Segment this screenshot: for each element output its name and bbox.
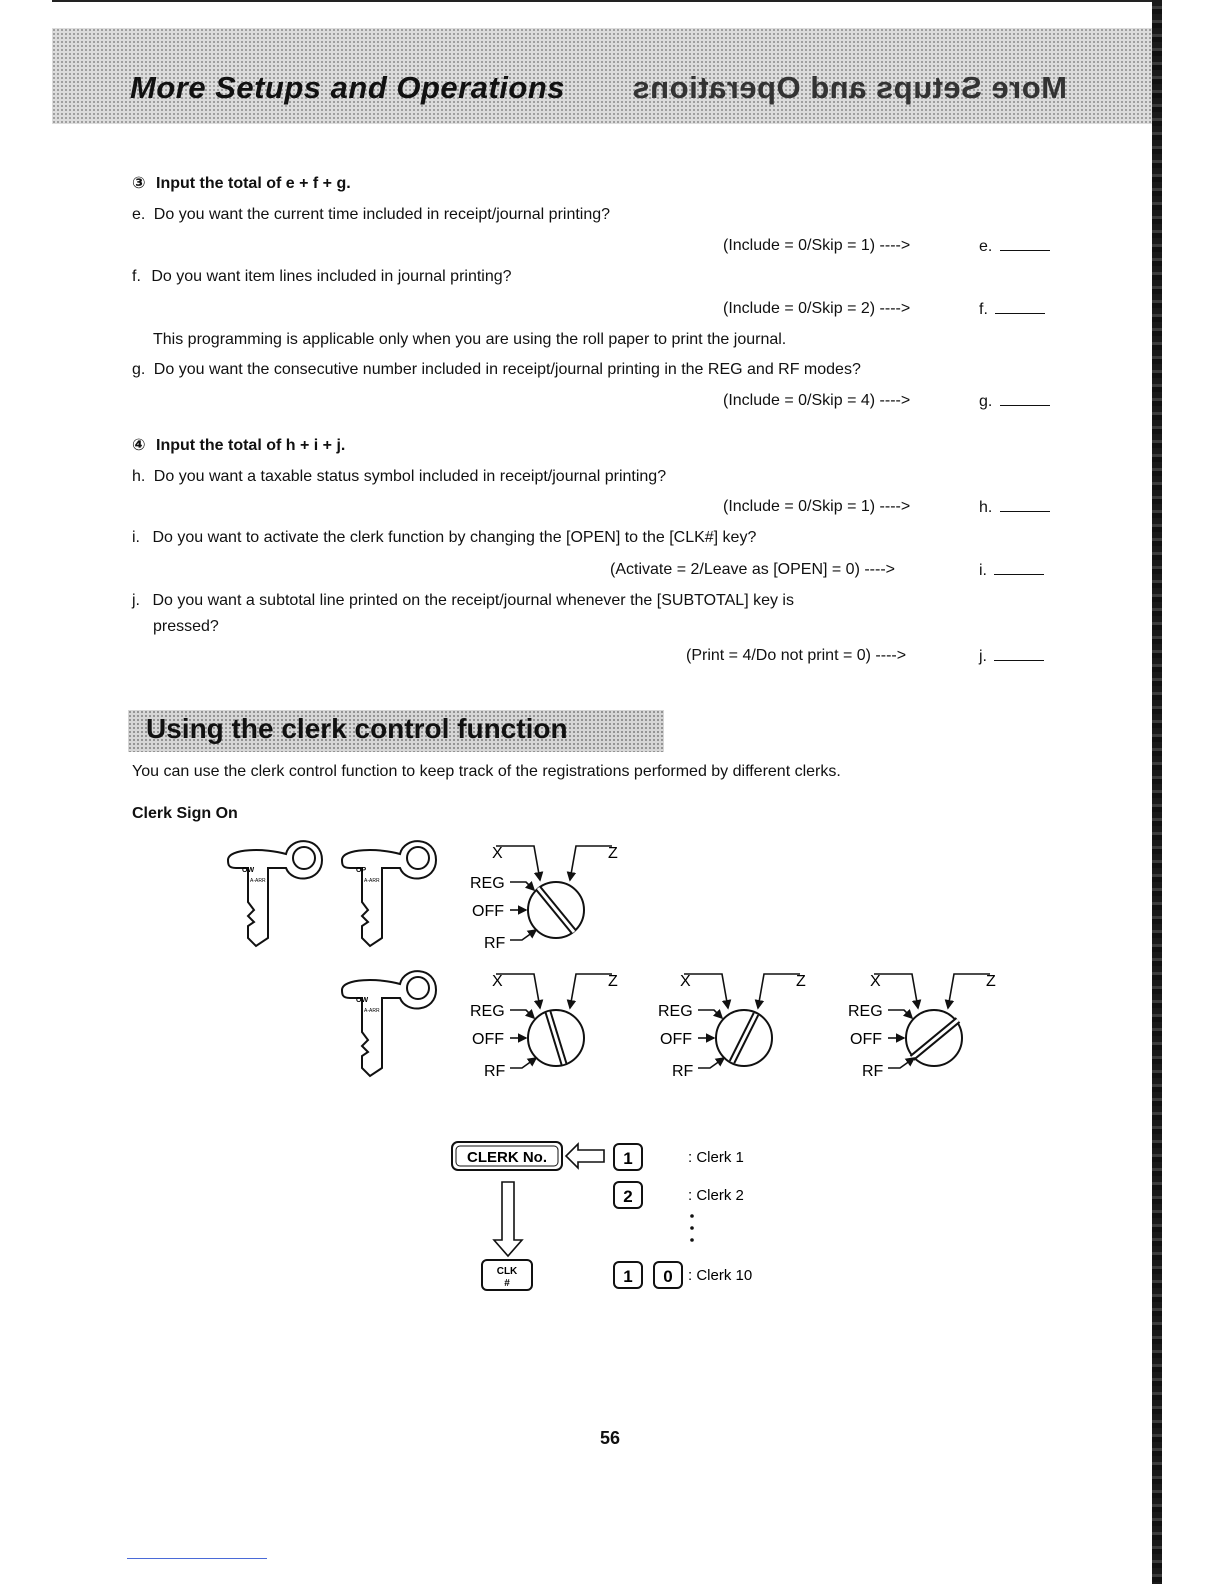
mode-off-label: OFF [472, 903, 504, 920]
mode-z-label-4: Z [986, 973, 996, 990]
answer-g-label: g. [979, 393, 993, 410]
answer-i-label: i. [979, 562, 987, 579]
clk-key-bottom-label: # [504, 1278, 510, 1289]
clerk-1-label: : Clerk 1 [688, 1149, 744, 1166]
mode-x-label-2: X [492, 973, 503, 990]
ellipsis-icon [690, 1214, 694, 1242]
mode-rf-label-3: RF [672, 1063, 694, 1080]
bottom-link-line [127, 1558, 267, 1559]
ow-key-icon [228, 841, 322, 946]
question-e-options: (Include = 0/Skip = 1) ----> [723, 237, 911, 254]
clerk-10-label: : Clerk 10 [688, 1267, 753, 1284]
question-i-label: i. [132, 529, 140, 546]
page-number: 56 [600, 1428, 621, 1448]
mode-x-label-3: X [680, 973, 691, 990]
question-i-text: Do you want to activate the clerk function by changing the [OPEN] to the [CLK#] key? [152, 529, 757, 546]
digit-key-2[interactable] [614, 1182, 642, 1208]
mode-rf-label-4: RF [862, 1063, 884, 1080]
answer-j-label: j. [979, 648, 987, 665]
section-intro: You can use the clerk control function to keep track of the registrations performed by different clerks. [132, 763, 841, 780]
digit-key-1[interactable] [614, 1144, 642, 1170]
mode-switch-reg-3 [848, 973, 996, 1080]
question-g-label: g. [132, 361, 146, 378]
question-f-options: (Include = 0/Skip = 2) ----> [723, 300, 911, 317]
mode-switch-off [470, 845, 618, 952]
mode-reg-label-2: REG [470, 1003, 505, 1020]
clerk-no-key[interactable] [452, 1142, 562, 1170]
step3-heading-text: Input the total of e + f + g. [156, 175, 351, 192]
step4-heading-text: Input the total of h + i + j. [156, 437, 346, 454]
clerk-sign-on-heading: Clerk Sign On [132, 805, 238, 822]
clerk-2-label: : Clerk 2 [688, 1187, 744, 1204]
clk-key[interactable] [482, 1260, 532, 1290]
clerk-no-key-label: CLERK No. [467, 1149, 547, 1166]
op-key-icon [342, 841, 436, 946]
mode-off-label-3: OFF [660, 1031, 692, 1048]
arrow-left-icon [566, 1144, 604, 1168]
question-f-label: f. [132, 268, 141, 285]
question-h-label: h. [132, 468, 146, 485]
page-header-title: More Setups and Operations [130, 70, 566, 105]
mode-switch-reg-1 [470, 973, 618, 1080]
question-g-options: (Include = 0/Skip = 4) ----> [723, 392, 911, 409]
ow-key-2-text: OW [356, 997, 369, 1004]
mode-off-label-4: OFF [850, 1031, 882, 1048]
mode-z-label-2: Z [608, 973, 618, 990]
step3-number: ③ [132, 175, 146, 192]
digit-key-1b-label: 1 [623, 1267, 633, 1286]
op-key-subtext: A-ARR [364, 878, 380, 884]
mode-rf-label: RF [484, 935, 506, 952]
clk-key-top-label: CLK [496, 1266, 518, 1277]
question-g-text: Do you want the consecutive number included in receipt/journal printing in the REG and RF modes? [153, 361, 861, 378]
question-j-label: j. [132, 592, 140, 609]
question-h-text: Do you want a taxable status symbol included in receipt/journal printing? [153, 468, 667, 485]
mode-switch-reg-2 [658, 973, 806, 1080]
ow-key-2-subtext: A-ARR [364, 1008, 380, 1014]
section-title: Using the clerk control function [146, 713, 568, 744]
arrow-down-icon [494, 1182, 522, 1256]
mode-z-label: Z [608, 845, 618, 862]
question-e-text: Do you want the current time included in receipt/journal printing? [153, 206, 611, 223]
digit-key-2-label: 2 [623, 1187, 633, 1206]
question-j-text-line2: pressed? [153, 618, 219, 635]
ow-key-subtext: A-ARR [250, 878, 266, 884]
mode-rf-label-2: RF [484, 1063, 506, 1080]
question-f-note: This programming is applicable only when you are using the roll paper to print the journal. [153, 331, 787, 348]
answer-h-label: h. [979, 499, 993, 516]
page-header-title-showthrough: More Setups and Operations [632, 70, 1068, 105]
mode-off-label-2: OFF [472, 1031, 504, 1048]
mode-x-label: X [492, 845, 503, 862]
mode-x-label-4: X [870, 973, 881, 990]
question-j-text-line1: Do you want a subtotal line printed on the receipt/journal whenever the [SUBTOTAL] key is [152, 592, 794, 609]
mode-reg-label-4: REG [848, 1003, 883, 1020]
mode-z-label-3: Z [796, 973, 806, 990]
op-key-text: OP [356, 867, 367, 874]
mode-reg-label-3: REG [658, 1003, 693, 1020]
ow-key-icon-2 [342, 971, 436, 1076]
digit-key-1-label: 1 [623, 1149, 633, 1168]
question-e-label: e. [132, 206, 146, 223]
question-h-options: (Include = 0/Skip = 1) ----> [723, 498, 911, 515]
digit-key-1b[interactable] [614, 1262, 642, 1288]
question-i-options: (Activate = 2/Leave as [OPEN] = 0) ----> [610, 561, 895, 578]
step4-number: ④ [132, 437, 146, 454]
answer-e-label: e. [979, 238, 993, 255]
digit-key-0-label: 0 [663, 1267, 673, 1286]
answer-f-label: f. [979, 301, 988, 318]
question-f-text: Do you want item lines included in journal printing? [151, 268, 512, 285]
ow-key-text: OW [242, 867, 255, 874]
mode-reg-label: REG [470, 875, 505, 892]
digit-key-0[interactable] [654, 1262, 682, 1288]
question-j-options: (Print = 4/Do not print = 0) ----> [686, 647, 907, 664]
